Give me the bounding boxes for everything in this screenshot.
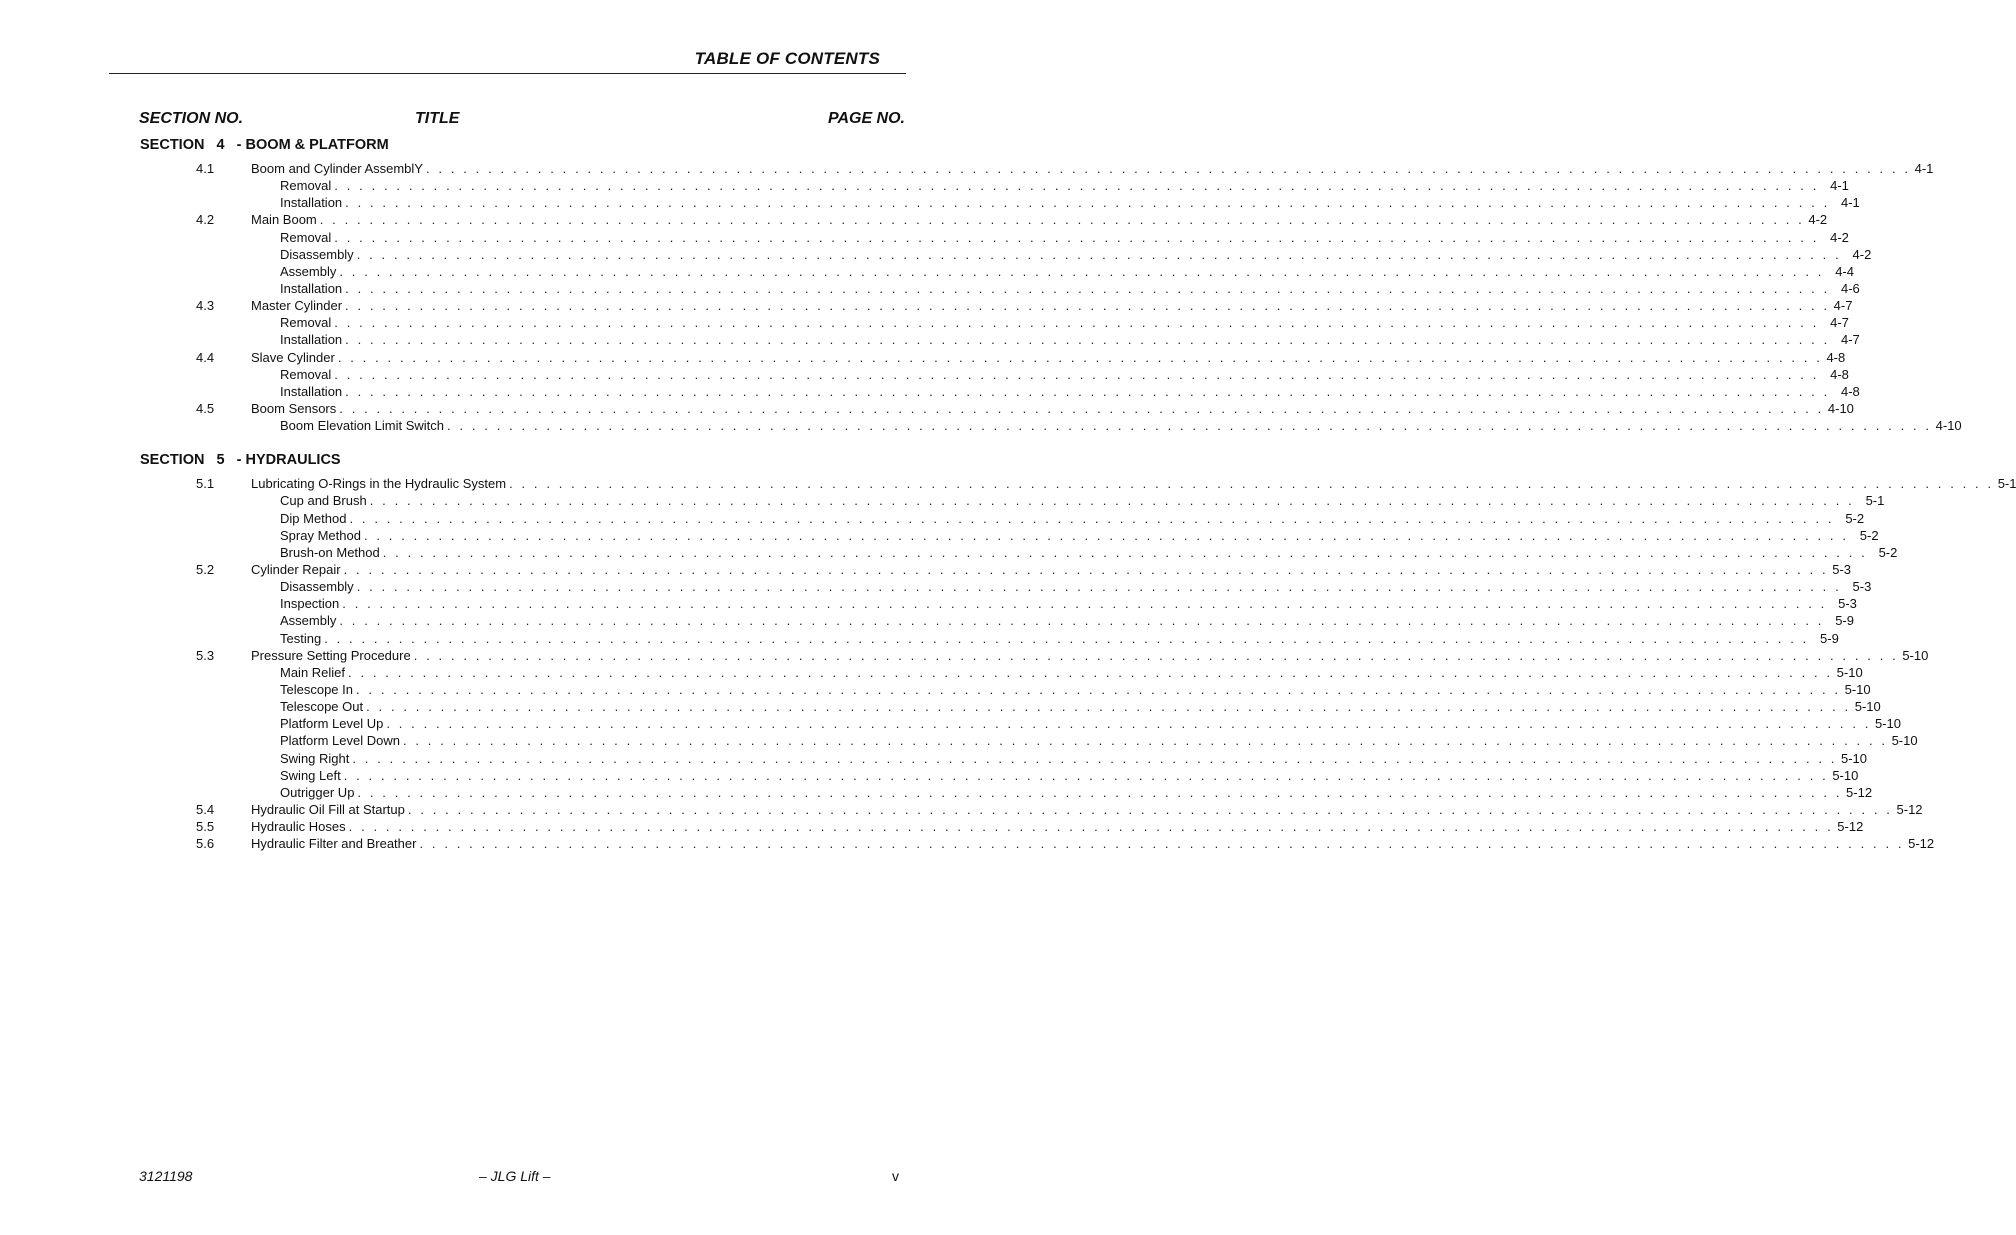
dot-leader: . . . . . . . . . . . . . . . . . . . . . . . . . . . . . . . . . . . . . . . . . . . . . . . . . . . . . . . . . . . . . . . . . . . . . . . . . . . . . . . . . . . . . . . . . . . . . . . . . . . . . . . . . . . . . . . . . . . . . . . . (345, 195, 1830, 211)
entry-leader-line (251, 297, 1853, 314)
dot-leader: . . . . . . . . . . . . . . . . . . . . . . . . . . . . . . . . . . . . . . . . . . . . . . . . . . . . . . . . . . . . . . . . . . . . . . . . . . . . . . . . . . . . . . . . . . . . . . . . . . . . . . . . . . . . . . . . . . . . . . . . (419, 836, 1905, 852)
entry-title: Testing (280, 630, 324, 647)
toc-entry[interactable] (0, 835, 1935, 852)
toc-entry[interactable] (0, 297, 1853, 314)
entry-title: Telescope In (280, 681, 356, 698)
dot-leader: . . . . . . . . . . . . . . . . . . . . . . . . . . . . . . . . . . . . . . . . . . . . . . . . . . . . . . . . . . . . . . . . . . . . . . . . . . . . . . . . . . . . . . . . . . . . . . . . . . . . . . . . . . . . . . . . . . . . . . . . (339, 263, 1824, 279)
toc-subentry[interactable] (0, 510, 1865, 527)
dot-leader: . . . . . . . . . . . . . . . . . . . . . . . . . . . . . . . . . . . . . . . . . . . . . . . . . . . . . . . . . . . . . . . . . . . . . . . . . . . . . . . . . . . . . . . . . . . . . . . . . . . . . . . . . . . . . . . . . . . . . . . . (509, 476, 1994, 492)
dot-leader: . . . . . . . . . . . . . . . . . . . . . . . . . . . . . . . . . . . . . . . . . . . . . . . . . . . . . . . . . . . . . . . . . . . . . . . . . . . . . . . . . . . . . . . . . . . . . . . . . . . . . . . . . . . . . . . . . . . . . . . . (352, 750, 1837, 766)
toc-subentry[interactable] (0, 578, 1872, 595)
entry-leader-line (280, 767, 1859, 784)
entry-page-number: 5-10 (1902, 647, 1929, 663)
entry-leader-line (280, 510, 1865, 527)
dot-leader: . . . . . . . . . . . . . . . . . . . . . . . . . . . . . . . . . . . . . . . . . . . . . . . . . . . . . . . . . . . . . . . . . . . . . . . . . . . . . . . . . . . . . . . . . . . . . . . . . . . . . . . . . . . . . . . . . . . . . . . . (334, 366, 1819, 382)
toc-subentry[interactable] (0, 630, 1839, 647)
toc-subentry[interactable] (0, 331, 1860, 348)
dot-leader: . . . . . . . . . . . . . . . . . . . . . . . . . . . . . . . . . . . . . . . . . . . . . . . . . . . . . . . . . . . . . . . . . . . . . . . . . . . . . . . . . . . . . . . . . . . . . . . . . . . . . . . . . . . . . . . . . . . . . . . . (357, 784, 1843, 800)
toc-subentry[interactable] (0, 681, 1871, 698)
entry-leader-line (280, 331, 1860, 348)
dot-leader: . . . . . . . . . . . . . . . . . . . . . . . . . . . . . . . . . . . . . . . . . . . . . . . . . . . . . . . . . . . . . . . . . . . . . . . . . . . . . . . . . . . . . . . . . . . . . . . . . . . . . . . . . . . . . . . . . . . . . . . . (363, 527, 1849, 543)
dot-leader: . . . . . . . . . . . . . . . . . . . . . . . . . . . . . . . . . . . . . . . . . . . . . . . . . . . . . . . . . . . . . . . . . . . . . . . . . . . . . . . . . . . . . . . . . . . . . . . . . . . . . . . . . . . . . . . . . . . . . . . . (348, 664, 1833, 680)
toc-subentry[interactable] (0, 698, 1881, 715)
entry-leader-line (280, 194, 1860, 211)
entry-page-number: 4-10 (1935, 418, 1962, 434)
entry-page-number: 5-2 (1859, 527, 1879, 543)
footer-doc-number: 3121198 (139, 1168, 193, 1184)
dot-leader: . . . . . . . . . . . . . . . . . . . . . . . . . . . . . . . . . . . . . . . . . . . . . . . . . . . . . . . . . . . . . . . . . . . . . . . . . . . . . . . . . . . . . . . . . . . . . . . . . . . . . . . . . . . . . . . . . . . . . . . . (334, 178, 1819, 194)
entry-leader-line (280, 732, 1918, 749)
entry-title: Platform Level Up (280, 715, 386, 732)
dot-leader: . . . . . . . . . . . . . . . . . . . . . . . . . . . . . . . . . . . . . . . . . . . . . . . . . . . . . . . . . . . . . . . . . . . . . . . . . . . . . . . . . . . . . . . . . . . . . . . . . . . . . . . . . . . . . . . . . . . . . . . . (339, 400, 1824, 416)
entry-title: Slave Cylinder (251, 349, 338, 366)
dot-leader: . . . . . . . . . . . . . . . . . . . . . . . . . . . . . . . . . . . . . . . . . . . . . . . . . . . . . . . . . . . . . . . . . . . . . . . . . . . . . . . . . . . . . . . . . . . . . . . . . . . . . . . . . . . . . . . . . . . . . . . . (337, 349, 1823, 365)
section-spacer (0, 434, 954, 449)
entry-leader-line (251, 211, 1828, 228)
toc-subentry[interactable] (0, 194, 1860, 211)
entry-title: Removal (280, 229, 334, 246)
column-headings (139, 110, 906, 132)
dot-leader: . . . . . . . . . . . . . . . . . . . . . . . . . . . . . . . . . . . . . . . . . . . . . . . . . . . . . . . . . . . . . . . . . . . . . . . . . . . . . . . . . . . . . . . . . . . . . . . . . . . . . . . . . . . . . . . . . . . . . . . . (343, 767, 1829, 783)
page-footer (139, 1168, 899, 1188)
entry-page-number: 5-10 (1832, 767, 1859, 783)
entry-leader-line (280, 715, 1901, 732)
toc-entry[interactable] (0, 160, 1934, 177)
entry-number: 4.3 (196, 298, 215, 314)
toc-entry[interactable] (0, 801, 1923, 818)
entry-page-number: 5-9 (1820, 630, 1839, 646)
dot-leader: . . . . . . . . . . . . . . . . . . . . . . . . . . . . . . . . . . . . . . . . . . . . . . . . . . . . . . . . . . . . . . . . . . . . . . . . . . . . . . . . . . . . . . . . . . . . . . . . . . . . . . . . . . . . . . . . . . . . . . . . (349, 510, 1835, 526)
toc-subentry[interactable] (0, 732, 1918, 749)
toc-subentry[interactable] (0, 612, 1854, 629)
entry-title: Cylinder Repair (251, 561, 344, 578)
entry-page-number: 4-7 (1840, 332, 1860, 348)
entry-title: Main Relief (280, 664, 348, 681)
entry-leader-line (280, 630, 1839, 647)
dot-leader: . . . . . . . . . . . . . . . . . . . . . . . . . . . . . . . . . . . . . . . . . . . . . . . . . . . . . . . . . . . . . . . . . . . . . . . . . . . . . . . . . . . . . . . . . . . . . . . . . . . . . . . . . . . . . . . . . . . . . . . . (345, 280, 1830, 296)
dot-leader: . . . . . . . . . . . . . . . . . . . . . . . . . . . . . . . . . . . . . . . . . . . . . . . . . . . . . . . . . . . . . . . . . . . . . . . . . . . . . . . . . . . . . . . . . . . . . . . . . . . . . . . . . . . . . . . . . . . . . . . . (348, 819, 1834, 835)
toc-entry[interactable] (0, 561, 1852, 578)
dot-leader: . . . . . . . . . . . . . . . . . . . . . . . . . . . . . . . . . . . . . . . . . . . . . . . . . . . . . . . . . . . . . . . . . . . . . . . . . . . . . . . . . . . . . . . . . . . . . . . . . . . . . . . . . . . . . . . . . . . . . . . . (342, 596, 1827, 612)
entry-number: 5.1 (196, 476, 215, 492)
entry-number: 4.5 (196, 400, 215, 416)
section-heading: SECTION 4 - BOOM & PLATFORM (140, 137, 389, 153)
toc-subentry[interactable] (0, 544, 1898, 561)
toc-subentry[interactable] (0, 177, 1849, 194)
entry-title: Swing Left (280, 767, 344, 784)
section-heading-row (0, 449, 954, 471)
entry-leader-line (251, 647, 1929, 664)
entry-number: 5.2 (196, 561, 215, 577)
entry-page-number: 4-1 (1840, 195, 1860, 211)
running-header-title: TABLE OF CONTENTS (694, 49, 880, 68)
entry-leader-line (251, 818, 1864, 835)
dot-leader: . . . . . . . . . . . . . . . . . . . . . . . . . . . . . . . . . . . . . . . . . . . . . . . . . . . . . . . . . . . . . . . . . . . . . . . . . . . . . . . . . . . . . . . . . . . . . . . . . . . . . . . . . . . . . . . . . . . . . . . . (334, 315, 1819, 331)
entry-title: Lubricating O-Rings in the Hydraulic System (251, 475, 509, 492)
toc-subentry[interactable] (0, 263, 1854, 280)
entry-leader-line (280, 578, 1872, 595)
entry-leader-line (280, 314, 1849, 331)
entry-title: Boom Elevation Limit Switch (280, 417, 447, 434)
entry-leader-line (280, 595, 1857, 612)
dot-leader: . . . . . . . . . . . . . . . . . . . . . . . . . . . . . . . . . . . . . . . . . . . . . . . . . . . . . . . . . . . . . . . . . . . . . . . . . . . . . . . . . . . . . . . . . . . . . . . . . . . . . . . . . . . . . . . . . . . . . . . . (425, 161, 1911, 176)
entry-page-number: 4-8 (1840, 383, 1860, 399)
entry-page-number: 4-10 (1827, 400, 1854, 416)
entry-page-number: 5-3 (1838, 596, 1857, 612)
entry-number: 5.6 (196, 836, 215, 852)
entry-title: Hydraulic Hoses (251, 818, 349, 835)
entry-title: Disassembly (280, 578, 357, 595)
entry-title: Boom and Cylinder AssemblY (251, 160, 426, 177)
entry-title: Brush-on Method (280, 544, 383, 561)
entry-number: 5.5 (196, 819, 215, 835)
toc-subentry[interactable] (0, 492, 1885, 509)
entry-leader-line (251, 400, 1854, 417)
header-rule (109, 73, 906, 74)
entry-title: Assembly (280, 612, 339, 629)
entry-leader-line (280, 280, 1860, 297)
dot-leader: . . . . . . . . . . . . . . . . . . . . . . . . . . . . . . . . . . . . . . . . . . . . . . . . . . . . . . . . . . . . . . . . . . . . . . . . . . . . . . . . . . . . . . . . . . . . . . . . . . . . . . . . . . . . . . . . . . . . . . . . (345, 298, 1830, 314)
entry-leader-line (280, 263, 1854, 280)
entry-title: Cup and Brush (280, 492, 370, 509)
footer-publisher: – JLG Lift – (479, 1168, 551, 1184)
dot-leader: . . . . . . . . . . . . . . . . . . . . . . . . . . . . . . . . . . . . . . . . . . . . . . . . . . . . . . . . . . . . . . . . . . . . . . . . . . . . . . . . . . . . . . . . . . . . . . . . . . . . . . . . . . . . . . . . . . . . . . . . (334, 229, 1819, 245)
dot-leader: . . . . . . . . . . . . . . . . . . . . . . . . . . . . . . . . . . . . . . . . . . . . . . . . . . . . . . . . . . . . . . . . . . . . . . . . . . . . . . . . . . . . . . . . . . . . . . . . . . . . . . . . . . . . . . . . . . . . . . . . (369, 493, 1855, 509)
toc-subentry[interactable] (0, 750, 1868, 767)
entry-leader-line (251, 801, 1923, 818)
entry-title: Main Boom (251, 211, 320, 228)
entry-page-number: 4-1 (1914, 161, 1934, 176)
entry-page-number: 5-1 (1865, 493, 1885, 509)
dot-leader: . . . . . . . . . . . . . . . . . . . . . . . . . . . . . . . . . . . . . . . . . . . . . . . . . . . . . . . . . . . . . . . . . . . . . . . . . . . . . . . . . . . . . . . . . . . . . . . . . . . . . . . . . . . . . . . . . . . . . . . . (382, 544, 1868, 560)
entry-title: Installation (280, 331, 345, 348)
toc-entry[interactable] (0, 349, 1846, 366)
entry-title: Removal (280, 366, 334, 383)
entry-page-number: 5-10 (1891, 733, 1918, 749)
toc-subentry[interactable] (0, 366, 1849, 383)
entry-page-number: 5-10 (1841, 750, 1868, 766)
entry-page-number: 4-2 (1830, 229, 1849, 245)
section-heading-row (0, 134, 954, 156)
entry-page-number: 4-2 (1808, 212, 1828, 228)
dot-leader: . . . . . . . . . . . . . . . . . . . . . . . . . . . . . . . . . . . . . . . . . . . . . . . . . . . . . . . . . . . . . . . . . . . . . . . . . . . . . . . . . . . . . . . . . . . . . . . . . . . . . . . . . . . . . . . . . . . . . . . . (319, 212, 1805, 228)
entry-title: Boom Sensors (251, 400, 339, 417)
entry-page-number: 5-1 (1997, 476, 2016, 492)
entry-title: Pressure Setting Procedure (251, 647, 414, 664)
entry-title: Swing Right (280, 750, 352, 767)
entry-page-number: 5-3 (1852, 579, 1872, 595)
toc-subentry[interactable] (0, 417, 1962, 434)
entry-page-number: 4-6 (1840, 280, 1860, 296)
entry-page-number: 4-2 (1852, 246, 1872, 262)
toc-subentry[interactable] (0, 229, 1849, 246)
entry-number: 5.3 (196, 647, 215, 663)
dot-leader: . . . . . . . . . . . . . . . . . . . . . . . . . . . . . . . . . . . . . . . . . . . . . . . . . . . . . . . . . . . . . . . . . . . . . . . . . . . . . . . . . . . . . . . . . . . . . . . . . . . . . . . . . . . . . . . . . . . . . . . . (402, 733, 1888, 749)
dot-leader: . . . . . . . . . . . . . . . . . . . . . . . . . . . . . . . . . . . . . . . . . . . . . . . . . . . . . . . . . . . . . . . . . . . . . . . . . . . . . . . . . . . . . . . . . . . . . . . . . . . . . . . . . . . . . . . . . . . . . . . . (356, 246, 1842, 262)
toc-list (0, 134, 2016, 852)
footer-page-number: v (892, 1168, 899, 1184)
entry-leader-line (280, 492, 1885, 509)
entry-title: Disassembly (280, 246, 357, 263)
entry-page-number: 4-7 (1833, 298, 1853, 314)
entry-page-number: 5-3 (1832, 561, 1852, 577)
section-heading: SECTION 5 - HYDRAULICS (140, 452, 341, 469)
entry-number: 4.1 (196, 161, 215, 176)
entry-leader-line (280, 177, 1849, 194)
entry-page-number: 5-12 (1908, 836, 1935, 852)
toc-subentry[interactable] (0, 715, 1901, 732)
entry-page-number: 4-4 (1835, 263, 1854, 279)
entry-leader-line (251, 349, 1846, 366)
entry-leader-line (280, 664, 1863, 681)
dot-leader: . . . . . . . . . . . . . . . . . . . . . . . . . . . . . . . . . . . . . . . . . . . . . . . . . . . . . . . . . . . . . . . . . . . . . . . . . . . . . . . . . . . . . . . . . . . . . . . . . . . . . . . . . . . . . . . . . . . . . . . . (345, 383, 1830, 399)
entry-leader-line (251, 561, 1852, 578)
toc-subentry[interactable] (0, 784, 1873, 801)
entry-leader-line (280, 246, 1872, 263)
toc-entry[interactable] (0, 647, 1929, 664)
entry-leader-line (280, 417, 1962, 434)
column-heading-title: TITLE (415, 110, 460, 127)
entry-page-number: 5-2 (1878, 544, 1898, 560)
toc-subentry[interactable] (0, 595, 1857, 612)
dot-leader: . . . . . . . . . . . . . . . . . . . . . . . . . . . . . . . . . . . . . . . . . . . . . . . . . . . . . . . . . . . . . . . . . . . . . . . . . . . . . . . . . . . . . . . . . . . . . . . . . . . . . . . . . . . . . . . . . . . . . . . . (356, 579, 1842, 595)
toc-subentry[interactable] (0, 280, 1860, 297)
toc-subentry[interactable] (0, 383, 1860, 400)
entry-leader-line (280, 784, 1873, 801)
entry-leader-line (251, 835, 1935, 852)
dot-leader: . . . . . . . . . . . . . . . . . . . . . . . . . . . . . . . . . . . . . . . . . . . . . . . . . . . . . . . . . . . . . . . . . . . . . . . . . . . . . . . . . . . . . . . . . . . . . . . . . . . . . . . . . . . . . . . . . . . . . . . . (366, 699, 1851, 715)
entry-page-number: 5-12 (1896, 801, 1923, 817)
dot-leader: . . . . . . . . . . . . . . . . . . . . . . . . . . . . . . . . . . . . . . . . . . . . . . . . . . . . . . . . . . . . . . . . . . . . . . . . . . . . . . . . . . . . . . . . . . . . . . . . . . . . . . . . . . . . . . . . . . . . . . . . (343, 561, 1829, 577)
entry-page-number: 5-2 (1845, 510, 1865, 526)
entry-title: Removal (280, 314, 334, 331)
toc-subentry[interactable] (0, 664, 1863, 681)
entry-leader-line (280, 544, 1898, 561)
toc-entry[interactable] (0, 818, 1864, 835)
entry-page-number: 5-10 (1844, 681, 1871, 697)
dot-leader: . . . . . . . . . . . . . . . . . . . . . . . . . . . . . . . . . . . . . . . . . . . . . . . . . . . . . . . . . . . . . . . . . . . . . . . . . . . . . . . . . . . . . . . . . . . . . . . . . . . . . . . . . . . . . . . . . . . . . . . . (356, 681, 1841, 697)
entry-title: Master Cylinder (251, 297, 345, 314)
entry-page-number: 5-9 (1835, 613, 1854, 629)
toc-subentry[interactable] (0, 767, 1859, 784)
entry-title: Inspection (280, 595, 342, 612)
dot-leader: . . . . . . . . . . . . . . . . . . . . . . . . . . . . . . . . . . . . . . . . . . . . . . . . . . . . . . . . . . . . . . . . . . . . . . . . . . . . . . . . . . . . . . . . . . . . . . . . . . . . . . . . . . . . . . . . . . . . . . . . (407, 801, 1893, 817)
entry-leader-line (280, 698, 1881, 715)
toc-subentry[interactable] (0, 527, 1879, 544)
entry-title: Installation (280, 194, 345, 211)
entry-title: Dip Method (280, 510, 349, 527)
entry-page-number: 5-12 (1846, 784, 1873, 800)
entry-number: 4.4 (196, 349, 215, 365)
entry-leader-line (280, 383, 1860, 400)
entry-page-number: 5-10 (1836, 664, 1863, 680)
entry-title: Hydraulic Filter and Breather (251, 835, 419, 852)
entry-page-number: 5-10 (1854, 699, 1881, 715)
entry-number: 4.2 (196, 212, 215, 228)
entry-leader-line (251, 160, 1934, 177)
entry-title: Spray Method (280, 527, 364, 544)
entry-page-number: 4-8 (1830, 366, 1849, 382)
entry-title: Hydraulic Oil Fill at Startup (251, 801, 408, 818)
entry-title: Removal (280, 177, 334, 194)
entry-page-number: 4-8 (1826, 349, 1846, 365)
entry-page-number: 4-7 (1830, 315, 1849, 331)
entry-title: Platform Level Down (280, 732, 403, 749)
entry-leader-line (280, 681, 1871, 698)
toc-subentry[interactable] (0, 314, 1849, 331)
dot-leader: . . . . . . . . . . . . . . . . . . . . . . . . . . . . . . . . . . . . . . . . . . . . . . . . . . . . . . . . . . . . . . . . . . . . . . . . . . . . . . . . . . . . . . . . . . . . . . . . . . . . . . . . . . . . . . . . . . . . . . . . (345, 332, 1830, 348)
dot-leader: . . . . . . . . . . . . . . . . . . . . . . . . . . . . . . . . . . . . . . . . . . . . . . . . . . . . . . . . . . . . . . . . . . . . . . . . . . . . . . . . . . . . . . . . . . . . . . . . . . . . . . . . . . . . . . . . . . . . . . . . (339, 613, 1824, 629)
entry-leader-line (280, 366, 1849, 383)
entry-title: Installation (280, 280, 345, 297)
entry-leader-line (280, 229, 1849, 246)
entry-title: Installation (280, 383, 345, 400)
toc-subentry[interactable] (0, 246, 1872, 263)
entry-title: Outrigger Up (280, 784, 357, 801)
entry-title: Telescope Out (280, 698, 366, 715)
entry-leader-line (280, 527, 1879, 544)
entry-page-number: 5-10 (1874, 716, 1901, 732)
dot-leader: . . . . . . . . . . . . . . . . . . . . . . . . . . . . . . . . . . . . . . . . . . . . . . . . . . . . . . . . . . . . . . . . . . . . . . . . . . . . . . . . . . . . . . . . . . . . . . . . . . . . . . . . . . . . . . . . . . . . . . . . (413, 647, 1899, 663)
entry-leader-line (280, 612, 1854, 629)
toc-entry[interactable] (0, 475, 2016, 492)
toc-entry[interactable] (0, 211, 1828, 228)
column-heading-page: PAGE NO. (827, 110, 905, 127)
column-heading-section: SECTION NO. (139, 110, 244, 127)
entry-leader-line (280, 750, 1868, 767)
toc-entry[interactable] (0, 400, 1854, 417)
entry-title: Assembly (280, 263, 339, 280)
entry-leader-line (251, 475, 2016, 492)
dot-leader: . . . . . . . . . . . . . . . . . . . . . . . . . . . . . . . . . . . . . . . . . . . . . . . . . . . . . . . . . . . . . . . . . . . . . . . . . . . . . . . . . . . . . . . . . . . . . . . . . . . . . . . . . . . . . . . . . . . . . . . . (324, 630, 1809, 646)
dot-leader: . . . . . . . . . . . . . . . . . . . . . . . . . . . . . . . . . . . . . . . . . . . . . . . . . . . . . . . . . . . . . . . . . . . . . . . . . . . . . . . . . . . . . . . . . . . . . . . . . . . . . . . . . . . . . . . . . . . . . . . . (386, 716, 1871, 732)
dot-leader: . . . . . . . . . . . . . . . . . . . . . . . . . . . . . . . . . . . . . . . . . . . . . . . . . . . . . . . . . . . . . . . . . . . . . . . . . . . . . . . . . . . . . . . . . . . . . . . . . . . . . . . . . . . . . . . . . . . . . . . . (447, 418, 1932, 434)
entry-page-number: 5-12 (1837, 819, 1864, 835)
entry-page-number: 4-1 (1830, 178, 1849, 194)
entry-number: 5.4 (196, 801, 215, 817)
